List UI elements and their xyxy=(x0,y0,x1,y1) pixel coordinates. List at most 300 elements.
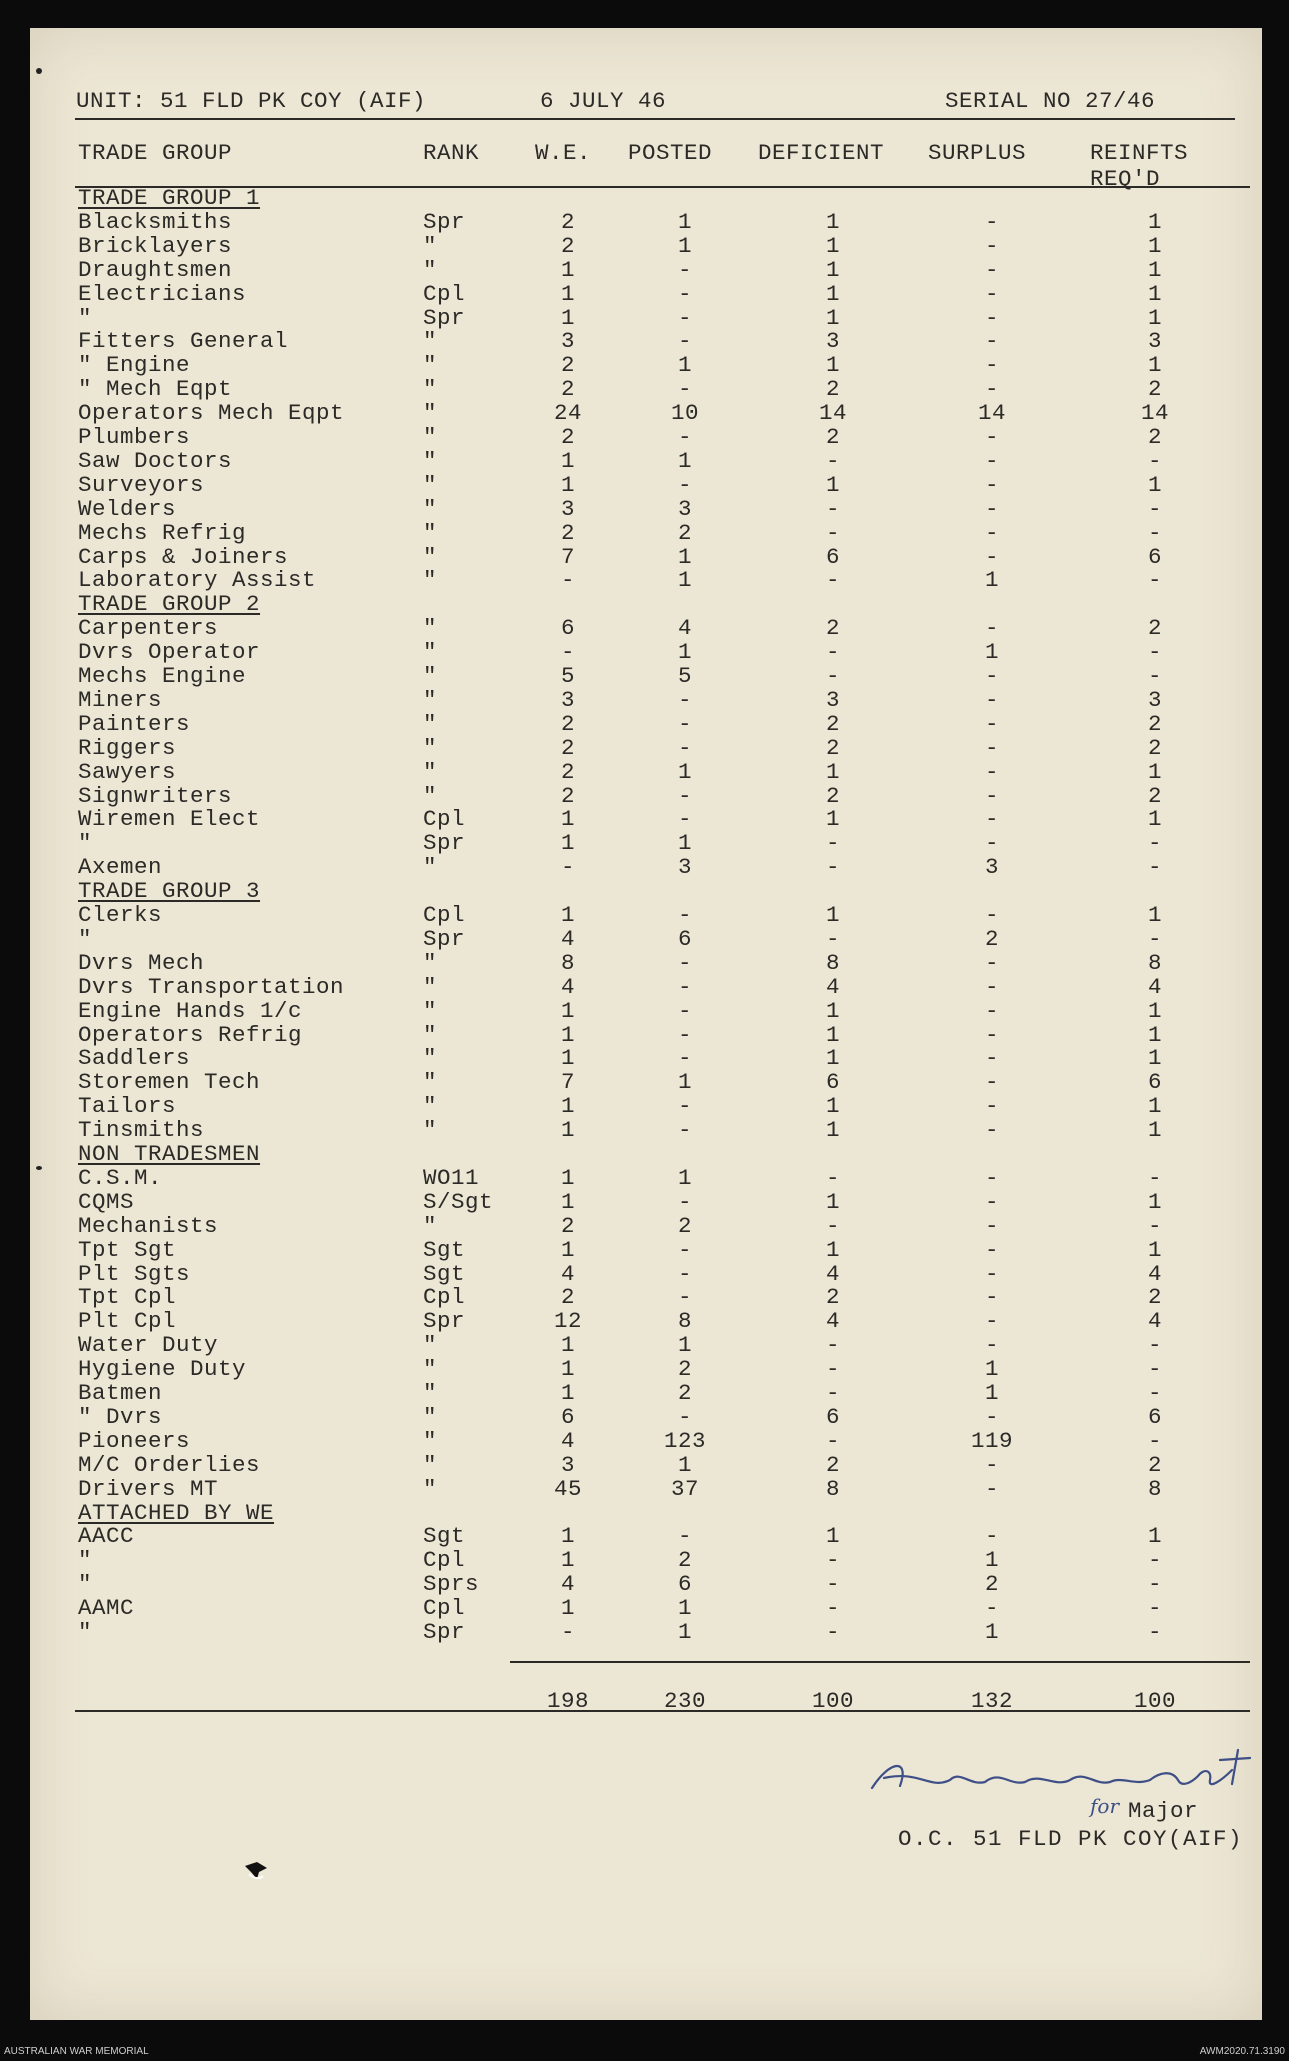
surplus-cell: 1 xyxy=(984,1380,999,1406)
trade-cell: Saw Doctors xyxy=(78,447,233,474)
group-heading-row xyxy=(30,1142,1262,1166)
rank-cell: " xyxy=(423,1451,438,1478)
rank-cell: " xyxy=(423,1045,438,1072)
surplus-cell: - xyxy=(984,973,999,1000)
surplus-cell: 14 xyxy=(977,400,1006,427)
surplus-cell: - xyxy=(984,232,999,259)
we-cell: 1 xyxy=(560,256,575,283)
trade-cell: Tpt Cpl xyxy=(78,1284,177,1311)
posted-cell: - xyxy=(677,304,692,331)
reinfts-cell: - xyxy=(1147,519,1162,546)
surplus-cell: 1 xyxy=(984,639,999,666)
rank-cell: " xyxy=(423,1403,438,1430)
deficient-cell: 2 xyxy=(825,710,840,737)
trade-cell: Blacksmiths xyxy=(78,208,233,235)
deficient-cell: 1 xyxy=(825,304,840,331)
posted-cell: 2 xyxy=(677,1380,692,1406)
table-row xyxy=(30,377,1262,401)
rank-cell: Cpl xyxy=(423,1284,466,1311)
surplus-cell: - xyxy=(984,1069,999,1096)
serial-number: SERIAL NO 27/46 xyxy=(945,88,1156,114)
reinfts-cell: 1 xyxy=(1147,232,1162,259)
we-cell: 4 xyxy=(560,1260,575,1287)
table-row xyxy=(30,1333,1262,1357)
deficient-cell: - xyxy=(825,639,840,666)
rank-cell: " xyxy=(423,376,438,403)
trade-group-heading: ATTACHED BY WE xyxy=(78,1499,275,1526)
surplus-cell: - xyxy=(984,543,999,570)
signatory-rank: Major xyxy=(1128,1798,1199,1824)
surplus-cell: - xyxy=(984,1475,999,1502)
table-row xyxy=(30,497,1262,521)
trade-cell: Pioneers xyxy=(78,1427,191,1454)
deficient-cell: 1 xyxy=(825,471,840,498)
we-cell: 1 xyxy=(560,1356,575,1383)
rank-cell: Spr xyxy=(423,304,466,331)
we-cell: 7 xyxy=(560,1069,575,1096)
posted-cell: 1 xyxy=(677,830,692,857)
table-row xyxy=(30,1094,1262,1118)
surplus-cell: - xyxy=(984,1212,999,1239)
table-row xyxy=(30,1023,1262,1047)
posted-cell: - xyxy=(677,1093,692,1120)
deficient-cell: - xyxy=(825,1212,840,1239)
deficient-cell: 1 xyxy=(825,280,840,307)
col-we: W.E. xyxy=(535,140,592,166)
reinfts-cell: 2 xyxy=(1147,376,1162,403)
trade-cell: Sawyers xyxy=(78,758,177,785)
deficient-cell: 4 xyxy=(825,973,840,1000)
rank-cell: " xyxy=(423,734,438,761)
trade-group-heading: TRADE GROUP 1 xyxy=(78,185,261,211)
reinfts-cell: - xyxy=(1147,1427,1162,1454)
we-cell: 6 xyxy=(560,615,575,642)
col-rank: RANK xyxy=(423,140,480,166)
header-rule xyxy=(75,118,1235,120)
posted-cell: - xyxy=(677,973,692,1000)
surplus-cell: - xyxy=(984,471,999,498)
deficient-cell: 2 xyxy=(825,376,840,403)
rank-cell: " xyxy=(423,256,438,283)
posted-cell: 2 xyxy=(677,1356,692,1383)
surplus-cell: - xyxy=(984,495,999,522)
table-row xyxy=(30,855,1262,879)
punched-hole xyxy=(243,1860,269,1880)
table-row xyxy=(30,282,1262,306)
we-cell: 2 xyxy=(560,758,575,785)
surplus-cell: - xyxy=(984,1284,999,1311)
rank-cell: " xyxy=(423,400,438,427)
we-cell: 1 xyxy=(560,1523,575,1550)
table-row xyxy=(30,736,1262,760)
rank-cell: " xyxy=(423,615,438,642)
we-cell: 2 xyxy=(560,232,575,259)
posted-cell: - xyxy=(677,471,692,498)
trade-cell: Tailors xyxy=(78,1093,177,1120)
reinfts-cell: 1 xyxy=(1147,471,1162,498)
rank-cell: " xyxy=(423,471,438,498)
trade-cell: Carps & Joiners xyxy=(78,543,289,570)
trade-cell: Storemen Tech xyxy=(78,1069,261,1096)
we-cell: 1 xyxy=(560,1188,575,1215)
reinfts-cell: 1 xyxy=(1147,1236,1162,1263)
posted-cell: 1 xyxy=(677,352,692,379)
rank-cell: " xyxy=(423,782,438,809)
rank-cell: " xyxy=(423,1021,438,1048)
surplus-cell: - xyxy=(984,424,999,450)
reinfts-cell: - xyxy=(1147,663,1162,689)
posted-cell: - xyxy=(677,1117,692,1144)
we-cell: 4 xyxy=(560,925,575,952)
handwritten-signature xyxy=(860,1740,1289,1810)
deficient-cell: 6 xyxy=(825,1069,840,1096)
table-row xyxy=(30,210,1262,234)
rank-cell: " xyxy=(423,1356,438,1383)
table-row xyxy=(30,425,1262,449)
trade-cell: Wiremen Elect xyxy=(78,806,261,833)
surplus-cell: - xyxy=(984,519,999,546)
posted-cell: 123 xyxy=(663,1427,706,1454)
table-row xyxy=(30,1190,1262,1214)
we-cell: 8 xyxy=(560,949,575,976)
we-cell: 3 xyxy=(560,328,575,355)
reinfts-cell: 1 xyxy=(1147,806,1162,833)
we-cell: 1 xyxy=(560,997,575,1024)
total-deficient: 100 xyxy=(811,1688,854,1714)
posted-cell: - xyxy=(677,1523,692,1550)
we-cell: - xyxy=(560,567,575,594)
posted-cell: - xyxy=(677,280,692,307)
we-cell: 4 xyxy=(560,1571,575,1598)
reinfts-cell: 6 xyxy=(1147,1403,1162,1430)
deficient-cell: 1 xyxy=(825,758,840,785)
trade-cell: Dvrs Operator xyxy=(78,639,261,666)
trade-cell: CQMS xyxy=(78,1188,135,1215)
total-reinfts: 100 xyxy=(1133,1688,1176,1714)
surplus-cell: - xyxy=(984,758,999,785)
posted-cell: - xyxy=(677,424,692,450)
reinfts-cell: 4 xyxy=(1147,973,1162,1000)
trade-cell: Bricklayers xyxy=(78,232,233,259)
rank-cell: " xyxy=(423,519,438,546)
deficient-cell: - xyxy=(825,519,840,546)
we-cell: 2 xyxy=(560,352,575,379)
surplus-cell: - xyxy=(984,1164,999,1191)
trade-cell: AAMC xyxy=(78,1595,135,1622)
posted-cell: - xyxy=(677,902,692,928)
we-cell: 45 xyxy=(553,1475,582,1502)
deficient-cell: 1 xyxy=(825,1523,840,1550)
signatory-title: O.C. 51 FLD PK COY(AIF) xyxy=(898,1826,1244,1852)
trade-cell: Axemen xyxy=(78,854,163,881)
table-row xyxy=(30,903,1262,927)
posted-cell: - xyxy=(677,376,692,403)
we-cell: 2 xyxy=(560,1212,575,1239)
rank-cell: Spr xyxy=(423,830,466,857)
posted-cell: 4 xyxy=(677,615,692,642)
we-cell: 4 xyxy=(560,1427,575,1454)
trade-cell: Tinsmiths xyxy=(78,1117,205,1144)
reinfts-cell: 1 xyxy=(1147,758,1162,785)
surplus-cell: - xyxy=(984,256,999,283)
table-row xyxy=(30,1285,1262,1309)
footer-left: AUSTRALIAN WAR MEMORIAL xyxy=(4,2046,149,2057)
surplus-cell: 1 xyxy=(984,1356,999,1383)
rank-cell: " xyxy=(423,997,438,1024)
group-heading-row xyxy=(30,186,1262,210)
surplus-cell: - xyxy=(984,1117,999,1144)
rank-cell: Spr xyxy=(423,1619,466,1645)
trade-cell: Mechs Engine xyxy=(78,663,247,689)
trade-cell: Hygiene Duty xyxy=(78,1356,247,1383)
surplus-cell: - xyxy=(984,1403,999,1430)
we-cell: 1 xyxy=(560,1236,575,1263)
trade-cell: Riggers xyxy=(78,734,177,761)
reinfts-cell: - xyxy=(1147,1356,1162,1383)
deficient-cell: - xyxy=(825,1164,840,1191)
we-cell: 1 xyxy=(560,830,575,857)
table-row xyxy=(30,1596,1262,1620)
rank-cell: " xyxy=(423,424,438,450)
table-row xyxy=(30,1381,1262,1405)
posted-cell: - xyxy=(677,1236,692,1263)
table-row xyxy=(30,831,1262,855)
posted-cell: - xyxy=(677,1403,692,1430)
trade-cell: Drivers MT xyxy=(78,1475,219,1502)
posted-cell: 1 xyxy=(677,447,692,474)
we-cell: 3 xyxy=(560,1451,575,1478)
trade-cell: Carpenters xyxy=(78,615,219,642)
reinfts-cell: 2 xyxy=(1147,710,1162,737)
posted-cell: 3 xyxy=(677,854,692,881)
deficient-cell: 2 xyxy=(825,734,840,761)
trade-cell: C.S.M. xyxy=(78,1164,163,1191)
table-row xyxy=(30,807,1262,831)
posted-cell: 1 xyxy=(677,758,692,785)
trade-cell: " xyxy=(78,925,93,952)
deficient-cell: 1 xyxy=(825,1188,840,1215)
rank-cell: Spr xyxy=(423,208,466,235)
surplus-cell: - xyxy=(984,208,999,235)
we-cell: 3 xyxy=(560,495,575,522)
reinfts-cell: 1 xyxy=(1147,1045,1162,1072)
reinfts-cell: 1 xyxy=(1147,1117,1162,1144)
posted-cell: - xyxy=(677,806,692,833)
table-row xyxy=(30,545,1262,569)
deficient-cell: - xyxy=(825,1427,840,1454)
surplus-cell: - xyxy=(984,1093,999,1120)
deficient-cell: 1 xyxy=(825,352,840,379)
rank-cell: " xyxy=(423,1117,438,1144)
deficient-cell: - xyxy=(825,925,840,952)
reinfts-cell: 2 xyxy=(1147,734,1162,761)
deficient-cell: 1 xyxy=(825,256,840,283)
table-row xyxy=(30,712,1262,736)
table-row xyxy=(30,1405,1262,1429)
rank-cell: Cpl xyxy=(423,1547,466,1574)
table-row xyxy=(30,951,1262,975)
trade-cell: AACC xyxy=(78,1523,135,1550)
surplus-cell: - xyxy=(984,686,999,713)
deficient-cell: - xyxy=(825,830,840,857)
reinfts-cell: 1 xyxy=(1147,352,1162,379)
reinfts-cell: 1 xyxy=(1147,997,1162,1024)
surplus-cell: - xyxy=(984,1451,999,1478)
we-cell: 2 xyxy=(560,1284,575,1311)
posted-cell: - xyxy=(677,949,692,976)
deficient-cell: 3 xyxy=(825,328,840,355)
table-row xyxy=(30,927,1262,951)
table-row xyxy=(30,1429,1262,1453)
deficient-cell: 1 xyxy=(825,232,840,259)
deficient-cell: - xyxy=(825,663,840,689)
we-cell: - xyxy=(560,639,575,666)
table-row xyxy=(30,1620,1262,1644)
trade-cell: " xyxy=(78,304,93,331)
we-cell: 4 xyxy=(560,973,575,1000)
total-surplus: 132 xyxy=(970,1688,1013,1714)
we-cell: 12 xyxy=(553,1308,582,1335)
totals-rule-bottom xyxy=(75,1710,1250,1712)
table-row xyxy=(30,1524,1262,1548)
rank-cell: " xyxy=(423,758,438,785)
surplus-cell: - xyxy=(984,1523,999,1550)
reinfts-cell: 1 xyxy=(1147,304,1162,331)
deficient-cell: 2 xyxy=(825,424,840,450)
trade-cell: Electricians xyxy=(78,280,247,307)
surplus-cell: - xyxy=(984,280,999,307)
trade-cell: Plt Cpl xyxy=(78,1308,177,1335)
total-we: 198 xyxy=(546,1688,589,1714)
surplus-cell: - xyxy=(984,902,999,928)
group-heading-row xyxy=(30,1501,1262,1525)
trade-cell: Painters xyxy=(78,710,191,737)
trade-cell: " Mech Eqpt xyxy=(78,376,233,403)
surplus-cell: - xyxy=(984,1308,999,1335)
col-reinfts: REINFTS xyxy=(1090,140,1189,166)
rank-cell: " xyxy=(423,495,438,522)
surplus-cell: 1 xyxy=(984,1619,999,1645)
trade-cell: Signwriters xyxy=(78,782,233,809)
we-cell: 1 xyxy=(560,304,575,331)
rank-cell: S/Sgt xyxy=(423,1188,494,1215)
reinfts-cell: 4 xyxy=(1147,1308,1162,1335)
paper-mark xyxy=(36,1166,42,1170)
deficient-cell: 2 xyxy=(825,1284,840,1311)
reinfts-cell: - xyxy=(1147,1380,1162,1406)
deficient-cell: - xyxy=(825,447,840,474)
we-cell: 1 xyxy=(560,902,575,928)
deficient-cell: 6 xyxy=(825,543,840,570)
we-cell: 5 xyxy=(560,663,575,689)
surplus-cell: - xyxy=(984,1595,999,1622)
unit-name: UNIT: 51 FLD PK COY (AIF) xyxy=(76,88,427,114)
trade-cell: " xyxy=(78,1571,93,1598)
reinfts-cell: 1 xyxy=(1147,1093,1162,1120)
rank-cell: " xyxy=(423,447,438,474)
posted-cell: - xyxy=(677,1021,692,1048)
deficient-cell: 1 xyxy=(825,1117,840,1144)
deficient-cell: 1 xyxy=(825,997,840,1024)
trade-cell: Dvrs Transportation xyxy=(78,973,345,1000)
trade-cell: Engine Hands 1/c xyxy=(78,997,303,1024)
rank-cell: Sgt xyxy=(423,1260,466,1287)
reinfts-cell: - xyxy=(1147,447,1162,474)
deficient-cell: - xyxy=(825,1595,840,1622)
posted-cell: - xyxy=(677,782,692,809)
trade-cell: Fitters General xyxy=(78,328,289,355)
deficient-cell: - xyxy=(825,1332,840,1359)
reinfts-cell: - xyxy=(1147,854,1162,881)
posted-cell: - xyxy=(677,1284,692,1311)
we-cell: 24 xyxy=(553,400,582,427)
deficient-cell: - xyxy=(825,854,840,881)
trade-cell: Mechanists xyxy=(78,1212,219,1239)
reinfts-cell: - xyxy=(1147,1619,1162,1645)
document-date: 6 JULY 46 xyxy=(540,88,667,114)
table-row xyxy=(30,473,1262,497)
reinfts-cell: 1 xyxy=(1147,208,1162,235)
trade-cell: Miners xyxy=(78,686,163,713)
rank-cell: Sgt xyxy=(423,1523,466,1550)
deficient-cell: - xyxy=(825,1571,840,1598)
reinfts-cell: 6 xyxy=(1147,1069,1162,1096)
table-row xyxy=(30,664,1262,688)
surplus-cell: - xyxy=(984,1188,999,1215)
rank-cell: Cpl xyxy=(423,1595,466,1622)
trade-cell: Plumbers xyxy=(78,424,191,450)
reinfts-cell: 8 xyxy=(1147,1475,1162,1502)
table-row xyxy=(30,1118,1262,1142)
trade-cell: Water Duty xyxy=(78,1332,219,1359)
rank-cell: " xyxy=(423,1212,438,1239)
posted-cell: 6 xyxy=(677,1571,692,1598)
rank-cell: " xyxy=(423,663,438,689)
reinfts-cell: 1 xyxy=(1147,256,1162,283)
posted-cell: - xyxy=(677,1260,692,1287)
trade-group-heading: NON TRADESMEN xyxy=(78,1141,261,1167)
col-surplus: SURPLUS xyxy=(928,140,1027,166)
deficient-cell: 3 xyxy=(825,686,840,713)
trade-cell: Welders xyxy=(78,495,177,522)
deficient-cell: 1 xyxy=(825,806,840,833)
trade-cell: Operators Mech Eqpt xyxy=(78,400,345,427)
rank-cell: " xyxy=(423,1380,438,1406)
deficient-cell: 8 xyxy=(825,949,840,976)
we-cell: 6 xyxy=(560,1403,575,1430)
rank-cell: Spr xyxy=(423,925,466,952)
posted-cell: 2 xyxy=(677,1547,692,1574)
reinfts-cell: 2 xyxy=(1147,1284,1162,1311)
reinfts-cell: 2 xyxy=(1147,615,1162,642)
rank-cell: " xyxy=(423,854,438,881)
surplus-cell: - xyxy=(984,997,999,1024)
rank-cell: " xyxy=(423,567,438,594)
table-row xyxy=(30,975,1262,999)
surplus-cell: 2 xyxy=(984,1571,999,1598)
trade-cell: Clerks xyxy=(78,902,163,928)
table-row xyxy=(30,1309,1262,1333)
table-row xyxy=(30,1477,1262,1501)
trade-group-heading: TRADE GROUP 3 xyxy=(78,878,261,905)
totals-rule-top xyxy=(510,1661,1250,1663)
trade-cell: Dvrs Mech xyxy=(78,949,205,976)
posted-cell: 10 xyxy=(670,400,699,427)
surplus-cell: - xyxy=(984,1021,999,1048)
posted-cell: 1 xyxy=(677,208,692,235)
posted-cell: 6 xyxy=(677,925,692,952)
reinfts-cell: - xyxy=(1147,1164,1162,1191)
